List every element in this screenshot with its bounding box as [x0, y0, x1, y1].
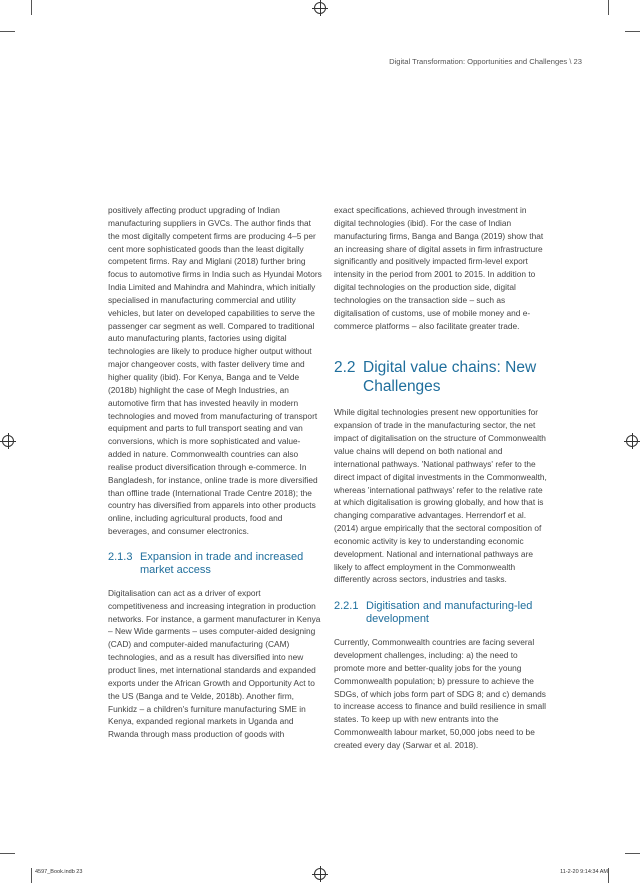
- crop-mark: [625, 853, 640, 854]
- section-number: 2.1.3: [108, 550, 133, 563]
- section-heading-2-2: [334, 358, 548, 396]
- section-title: Digital value chains: New Challenges: [363, 359, 537, 396]
- registration-mark-left: [2, 435, 14, 447]
- right-column: [334, 204, 548, 752]
- body-paragraph: While digital technologies present new opportunities for expansion of trade in the manufacturing sector, the net impact of digitalisation on the structure of Commonwealth value chains will depend on both national and international pathways. 'National pathways' refer to the direct impact of digital investments in the Commonwealth, whereas 'international pathways' refer to the relative rate at which digitalisation is growing globally, and how that is changing comparative advantages. Herrendorf et al. (2014) argue empirically that the sectoral composition of economic activity is key to understanding economic development. National and international pathways are likely to affect employment in the Commonwealth differently across sectors, industries and tasks.: [334, 407, 547, 585]
- left-column: [108, 204, 322, 741]
- crop-mark: [625, 31, 640, 32]
- footer-slug-right: 11-2-20 9:14:34 AM: [560, 869, 608, 875]
- section-number: 2.2.1: [334, 600, 359, 613]
- body-paragraph: exact specifications, achieved through investment in digital technologies (ibid). For the case of Indian manufacturing firms, Banga and Banga (2019) show that an increasing share of digital assets in firm infrastructure significantly and positively impacted firm-level export intensity in the period from 2001 to 2015. In addition to digital technologies on the production side, digital technologies on the transaction side – such as digitalisation of customs, use of mobile money and e-commerce platforms – also facilitate greater trade.: [334, 205, 544, 331]
- crop-mark: [31, 0, 32, 15]
- registration-mark-bottom: [314, 868, 326, 880]
- crop-mark: [608, 0, 609, 15]
- registration-mark-top: [314, 2, 326, 14]
- body-paragraph: positively affecting product upgrading of Indian manufacturing suppliers in GVCs. The author finds that the most digitally competent firms are producing 4–5 per cent more sophisticated goods than the least digitally competent firms. Ray and Miglani (2018) further bring focus to automotive firms in India such as Hyundai Motors India Limited and Mahindra and Mahindra, which initially specialised in manufacturing commercial and utility vehicles, but later on developed capabilities to serve the passenger car segment as well. Compared to traditional auto manufacturing plants, factories using digital technologies are likely to produce higher output without major changeover costs, with faster delivery time and higher quality (ibid). For Kenya, Banga and te Velde (2018b) highlight the case of Megh Industries, an automotive firm that has invested heavily in modern technologies and moved from manufacturing of transport equipment and parts to full transport seating and van conversions, which is more sophisticated and value-added in nature. Commonwealth countries can also realise product diversification through e-commerce. In Bangladesh, for instance, online trade is more diversified than offline trade (International Trade Centre 2018); the country has diversified from apparels into other products online, including agricultural products, food and beverages, and consumer electronics.: [108, 205, 322, 537]
- crop-mark: [31, 868, 32, 883]
- crop-mark: [0, 853, 15, 854]
- section-heading-2-1-3: [108, 551, 322, 577]
- registration-mark-right: [626, 435, 638, 447]
- crop-mark: [608, 868, 609, 883]
- section-number: 2.2: [334, 359, 356, 377]
- running-header: Digital Transformation: Opportunities and Challenges \ 23: [389, 57, 582, 66]
- section-heading-2-2-1: [334, 600, 548, 626]
- section-title: Expansion in trade and increased market access: [140, 550, 304, 576]
- body-paragraph: Currently, Commonwealth countries are facing several development challenges, including: a) the need to promote more and better-quality jobs for the young Commonwealth population; b) pressure to achieve the SDGs, of which jobs form part of SDG 8; and c) demands to increase access to finance and build resilience in small states. To keep up with new entrants into the Commonwealth labour market, 50,000 jobs need to be created every day (Sarwar et al. 2018).: [334, 637, 546, 750]
- crop-mark: [0, 31, 15, 32]
- body-paragraph: Digitalisation can act as a driver of export competitiveness and increasing integration in production networks. For instance, a garment manufacturer in Kenya – New Wide garments – uses computer-aided designing (CAD) and computer-aided manufacturing (CAM) technologies, and as a result has diversified into new product lines, met international standards and expanded exports under the African Growth and Opportunity Act to the US (Banga and te Velde, 2018b). Another firm, Funkidz – a children's furniture manufacturing SME in Kenya, expanded regional markets in Uganda and Rwanda through mass production of goods with: [108, 587, 321, 740]
- section-title: Digitisation and manufacturing-led development: [366, 600, 533, 626]
- footer-slug-left: 4597_Book.indb 23: [35, 869, 83, 875]
